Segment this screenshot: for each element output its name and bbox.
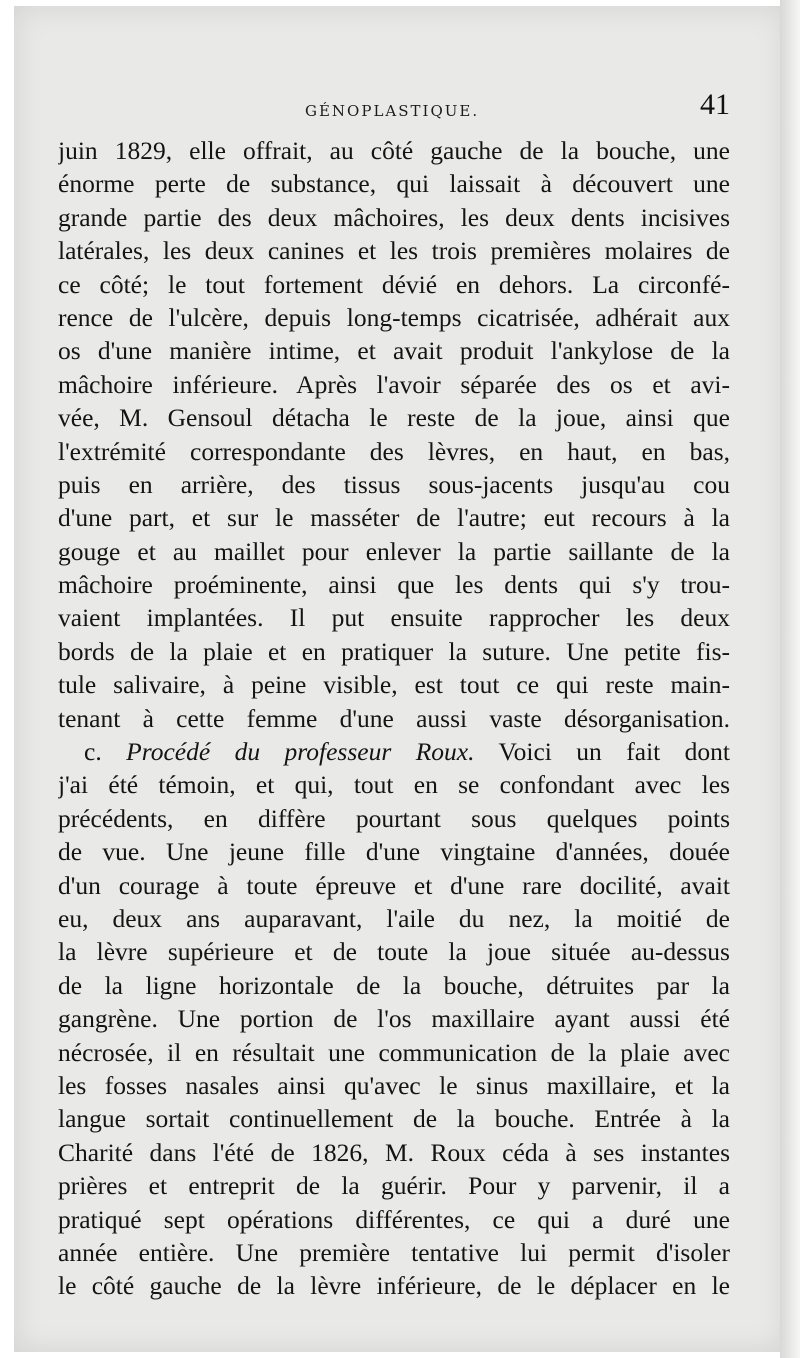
text-line: j'ai été témoin, et qui, tout en se confondant avec les: [58, 770, 730, 800]
text-line: l'extrémité correspondante des lèvres, en haut, en bas,: [58, 436, 730, 466]
text-line: vaient implantées. Il put ensuite rapprocher les deux: [58, 603, 730, 633]
text-line: bords de la plaie et en pratiquer la suture. Une petite fis-: [58, 636, 730, 666]
text-line: d'une part, et sur le masséter de l'autre; eut recours à la: [58, 503, 730, 533]
text-line: latérales, les deux canines et les trois premières molaires de: [58, 236, 730, 266]
text-line: os d'une manière intime, et avait produit l'ankylose de la: [58, 336, 730, 366]
text-line: gangrène. Une portion de l'os maxillaire ayant aussi été: [58, 1004, 730, 1034]
section-heading-text: Voici un fait dont: [498, 737, 730, 767]
text-line: eu, deux ans auparavant, l'aile du nez, la moitié de: [58, 903, 730, 933]
text-line: année entière. Une première tentative lui permit d'isoler: [58, 1237, 730, 1267]
text-line: les fosses nasales ainsi qu'avec le sinus maxillaire, et la: [58, 1070, 730, 1100]
page-header: [0, 88, 800, 128]
text-line: gouge et au maillet pour enlever la partie saillante de la: [58, 536, 730, 566]
section-heading-line: [58, 735, 730, 768]
text-line: vée, M. Gensoul détacha le reste de la joue, ainsi que: [58, 403, 730, 433]
text-line: pratiqué sept opérations différentes, ce qui a duré une: [58, 1204, 730, 1234]
running-head: GÉNOPLASTIQUE.: [305, 102, 480, 120]
page-edge: [780, 0, 800, 1358]
page-number: 41: [700, 88, 730, 121]
section-title: Procédé du professeur Roux.: [126, 737, 475, 767]
text-line: nécrosée, il en résultait une communication de la plaie avec: [58, 1037, 730, 1067]
text-line: juin 1829, elle offrait, au côté gauche de la bouche, une: [58, 136, 730, 165]
text-line: langue sortait continuellement de la bouche. Entrée à la: [58, 1104, 730, 1134]
text-line: précédents, en diffère pourtant sous quelques points: [58, 803, 730, 833]
text-line: grande partie des deux mâchoires, les deux dents incisives: [58, 202, 730, 232]
text-line: le côté gauche de la lèvre inférieure, de le déplacer en le: [58, 1271, 730, 1301]
text-line: rence de l'ulcère, depuis long-temps cicatrisée, adhérait aux: [58, 302, 730, 332]
text-line: mâchoire inférieure. Après l'avoir séparée des os et avi-: [58, 369, 730, 399]
text-line: Charité dans l'été de 1826, M. Roux céda à ses instantes: [58, 1137, 730, 1167]
text-line: d'un courage à toute épreuve et d'une rare docilité, avait: [58, 870, 730, 900]
text-line: tenant à cette femme d'une aussi vaste désorganisation.: [58, 703, 730, 733]
text-line: la lèvre supérieure et de toute la joue située au-dessus: [58, 937, 730, 967]
text-line: tule salivaire, à peine visible, est tout ce qui reste main-: [58, 670, 730, 700]
section-marker: c.: [84, 737, 102, 767]
text-line: énorme perte de substance, qui laissait à découvert une: [58, 169, 730, 199]
text-line: de vue. Une jeune fille d'une vingtaine d'années, douée: [58, 837, 730, 867]
body-text: [58, 134, 730, 1303]
text-line: de la ligne horizontale de la bouche, détruites par la: [58, 970, 730, 1000]
text-line: prières et entreprit de la guérir. Pour y parvenir, il a: [58, 1171, 730, 1201]
text-line: puis en arrière, des tissus sous-jacents jusqu'au cou: [58, 469, 730, 499]
text-line: mâchoire proéminente, ainsi que les dents qui s'y trou-: [58, 570, 730, 600]
text-line: ce côté; le tout fortement dévié en dehors. La circonfé-: [58, 269, 730, 299]
